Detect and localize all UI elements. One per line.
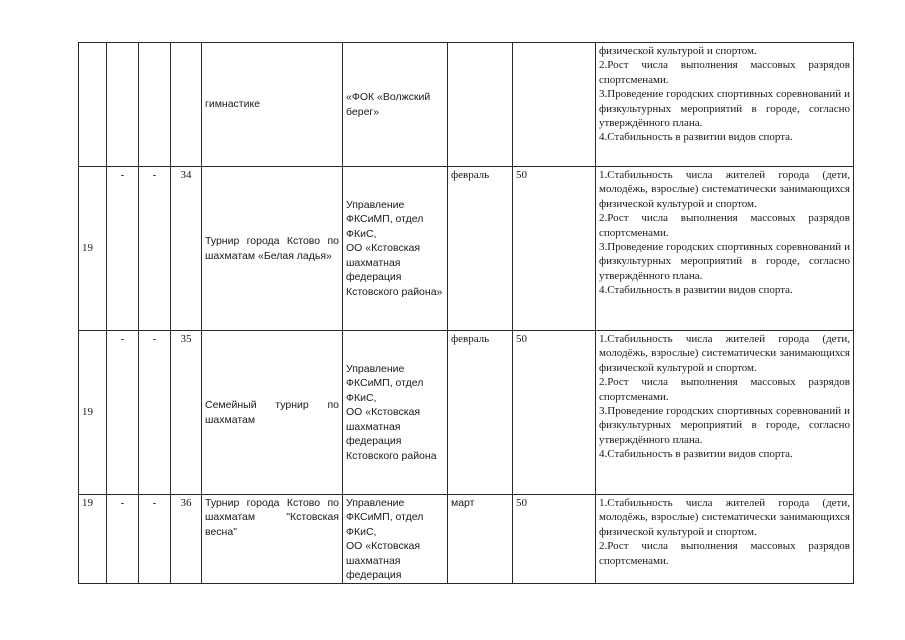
table-row [79,43,854,167]
cell-index: 19 [79,331,107,495]
cell-dash-2: - [139,331,171,495]
cell-dash-2: - [139,167,171,331]
cell-participants: 50 [513,167,596,331]
cell-dash-2: - [139,495,171,584]
cell-number: 35 [171,331,202,495]
cell-month: март [448,495,513,584]
cell-participants [513,43,596,167]
table-row [79,167,854,331]
cell-expected-results: 1.Стабильность числа жителей города (дети, молодёжь, взрослые) систематически занимающихся физической культурой и спортом. 2.Рост числа выполнения массовых разрядов спортсменами. [596,495,854,584]
cell-dash-1: - [107,495,139,584]
cell-index: 19 [79,495,107,584]
cell-index [79,43,107,167]
cell-dash-1: - [107,167,139,331]
cell-expected-results: 1.Стабильность числа жителей города (дети, молодёжь, взрослые) систематически занимающихся физической культурой и спортом. 2.Рост числа выполнения массовых разрядов спортсменами. 3.Проведение городских спортивных соревнований и физкультурных мероприятий в городе, согласно утверждённого плана. 4.Стабильность в развитии видов спорта. [596,331,854,495]
cell-organizer: «ФОК «Волжский берег» [343,43,448,167]
cell-participants: 50 [513,495,596,584]
cell-dash-2 [139,43,171,167]
document-page [78,42,854,584]
cell-event-name: Семейный турнир по шахматам [202,331,343,495]
cell-number: 34 [171,167,202,331]
cell-index: 19 [79,167,107,331]
cell-organizer: Управление ФКСиМП, отдел ФКиС, ОО «Кстовская шахматная федерация Кстовского района» [343,167,448,331]
cell-expected-results: 1.Стабильность числа жителей города (дети, молодёжь, взрослые) систематически занимающихся физической культурой и спортом. 2.Рост числа выполнения массовых разрядов спортсменами. 3.Проведение городских спортивных соревнований и физкультурных мероприятий в городе, согласно утверждённого плана. 4.Стабильность в развитии видов спорта. [596,167,854,331]
table-row [79,331,854,495]
cell-number [171,43,202,167]
cell-participants: 50 [513,331,596,495]
cell-dash-1: - [107,331,139,495]
cell-month [448,43,513,167]
cell-dash-1 [107,43,139,167]
cell-event-name: гимнастике [202,43,343,167]
events-table [78,42,854,584]
cell-organizer: Управление ФКСиМП, отдел ФКиС, ОО «Кстовская шахматная федерация [343,495,448,584]
cell-expected-results: физической культурой и спортом. 2.Рост числа выполнения массовых разрядов спортсменами. 3.Проведение городских спортивных соревнований и физкультурных мероприятий в городе, согласно утверждённого плана. 4.Стабильность в развитии видов спорта. [596,43,854,167]
cell-number: 36 [171,495,202,584]
cell-event-name: Турнир города Кстово по шахматам «Белая ладья» [202,167,343,331]
cell-month: февраль [448,331,513,495]
cell-organizer: Управление ФКСиМП, отдел ФКиС, ОО «Кстовская шахматная федерация Кстовского района [343,331,448,495]
table-row [79,495,854,584]
cell-month: февраль [448,167,513,331]
cell-event-name: Турнир города Кстово по шахматам "Кстовская весна" [202,495,343,584]
